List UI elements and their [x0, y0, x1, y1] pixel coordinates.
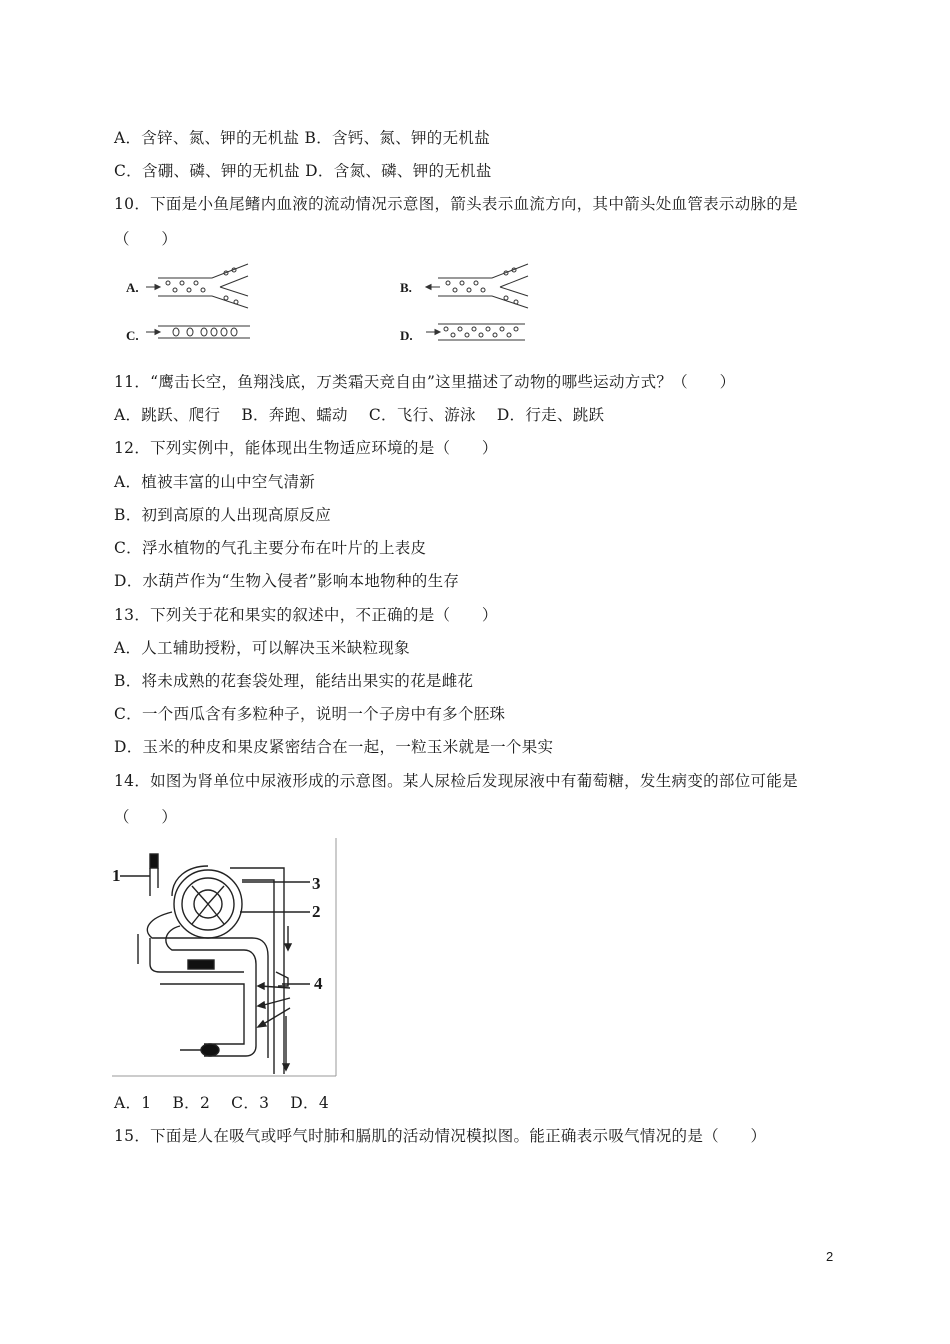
- q11-options: A．跳跃、爬行 B．奔跑、蠕动 C．飞行、游泳 D．行走、跳跃: [114, 406, 605, 424]
- q13-option-c: C．一个西瓜含有多粒种子，说明一个子房中有多个胚珠: [114, 705, 506, 723]
- q13-option-d: D．玉米的种皮和果皮紧密结合在一起，一粒玉米就是一个果实: [114, 738, 554, 756]
- q12-option-b: B．初到高原的人出现高原反应: [114, 506, 332, 524]
- q12-stem: 12．下列实例中，能体现出生物适应环境的是（ ）: [114, 439, 498, 457]
- nephron-label-3: 3: [312, 874, 321, 893]
- page-number: 2: [826, 1249, 834, 1264]
- vessel-label-d: D.: [400, 328, 413, 343]
- q14-answer-bracket: （ ）: [114, 808, 178, 826]
- q10-stem: 10．下面是小鱼尾鳍内血液的流动情况示意图，箭头表示血流方向，其中箭头处血管表示动脉的是: [114, 195, 798, 213]
- vessel-diagrams: [120, 258, 540, 348]
- vessel-c-diagram: [146, 326, 250, 338]
- q13-option-b: B．将未成熟的花套袋处理，能结出果实的花是雌花: [114, 672, 474, 690]
- q11-stem: 11．“鹰击长空，鱼翔浅底，万类霜天竞自由”这里描述了动物的哪些运动方式？（ ）: [114, 373, 736, 391]
- q12-option-a: A．植被丰富的山中空气清新: [114, 473, 316, 491]
- vessel-b-diagram: [426, 264, 528, 308]
- vessel-d-diagram: [426, 324, 525, 340]
- q15-stem: 15．下面是人在吸气或呼气时肺和膈肌的活动情况模拟图。能正确表示吸气情况的是（ ）: [114, 1127, 767, 1145]
- nephron-label-4: 4: [314, 974, 323, 993]
- vessel-label-a: A.: [126, 280, 139, 295]
- q10-answer-bracket: （ ）: [114, 230, 178, 248]
- vessel-a-diagram: [146, 264, 248, 308]
- q14-options: A．1 B．2 C．3 D．4: [114, 1094, 329, 1112]
- vessel-label-b: B.: [400, 280, 412, 295]
- q13-stem: 13．下列关于花和果实的叙述中，不正确的是（ ）: [114, 606, 498, 624]
- nephron-label-1: 1: [112, 866, 121, 885]
- q13-option-a: A．人工辅助授粉，可以解决玉米缺粒现象: [114, 639, 410, 657]
- q10-vessel-figure: [120, 258, 540, 348]
- nephron-diagram: [112, 838, 338, 1078]
- q14-nephron-figure: [112, 838, 338, 1078]
- q12-option-d: D．水葫芦作为“生物入侵者”影响本地物种的生存: [114, 572, 460, 590]
- nephron-label-2: 2: [312, 902, 321, 921]
- q14-stem: 14．如图为肾单位中尿液形成的示意图。某人尿检后发现尿液中有葡萄糖，发生病变的部位可能是: [114, 772, 798, 790]
- q12-option-c: C．浮水植物的气孔主要分布在叶片的上表皮: [114, 539, 427, 557]
- q9-options-cd: C．含硼、磷、钾的无机盐 D．含氮、磷、钾的无机盐: [114, 162, 492, 180]
- q9-options-ab: A．含锌、氮、钾的无机盐 B．含钙、氮、钾的无机盐: [114, 129, 491, 147]
- vessel-label-c: C.: [126, 328, 139, 343]
